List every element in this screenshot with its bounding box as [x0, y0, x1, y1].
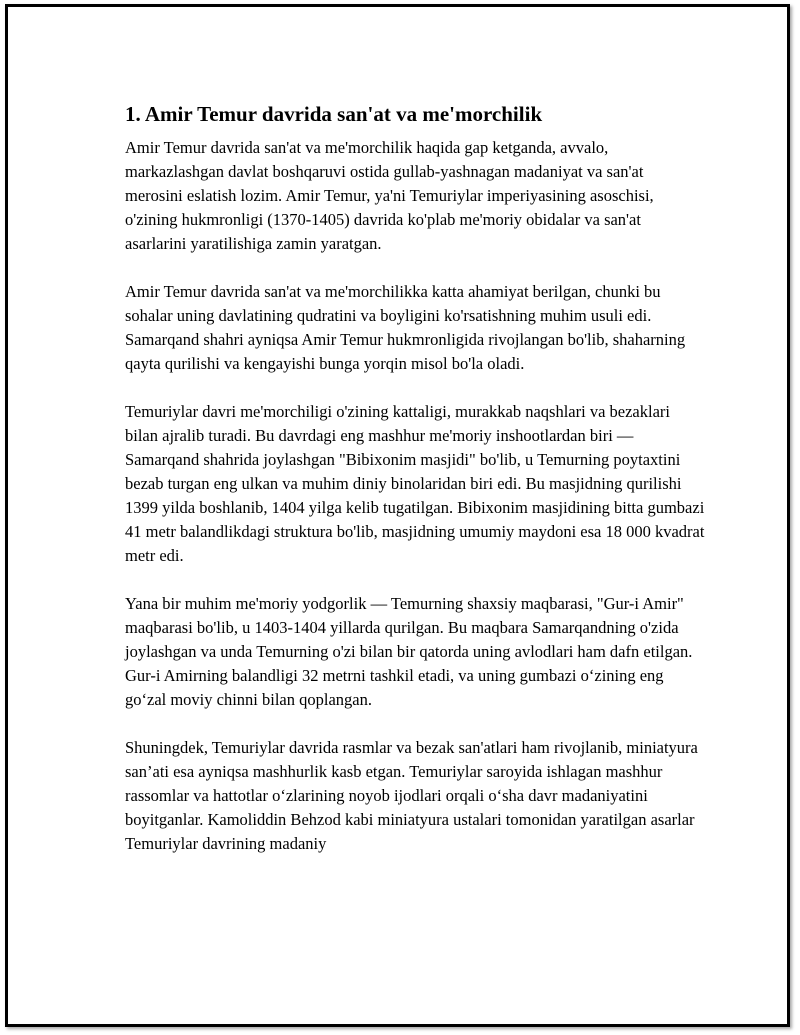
paragraph-4: Yana bir muhim me'moriy yodgorlik — Temurning shaxsiy maqbarasi, "Gur-i Amir" maqbarasi bo'lib, u 1403-1404 yillarda qurilgan. Bu maqbara Samarqandning o'zida joylashgan va unda Temurning o'zi bilan bir qatorda uning avlodlari ham dafn etilgan. Gur-i Amirning balandligi 32 metrni tashkil etadi, va uning gumbazi o‘zining eng go‘zal moviy chinni bilan qoplangan. [125, 594, 693, 709]
paragraph-5: Shuningdek, Temuriylar davrida rasmlar va bezak san'atlari ham rivojlanib, miniatyura san’ati esa ayniqsa mashhurlik kasb etgan. Temuriylar saroyida ishlagan mashhur rassomlar va hattotlar o‘zlarining noyob ijodlari orqali o‘sha davr madaniyatini boyitganlar. Kamoliddin Behzod kabi miniatyura ustalari tomonidan yaratilgan asarlar Temuriylar davrining madaniy [125, 738, 698, 853]
paragraph-3: Temuriylar davri me'morchiligi o'zining kattaligi, murakkab naqshlari va bezaklari bilan ajralib turadi. Bu davrdagi eng mashhur me'moriy inshootlardan biri — Samarqand shahrida joylashgan "Bibixonim masjidi" bo'lib, u Temurning poytaxtini bezab turgan eng ulkan va muhim diniy binolaridan biri edi. Bu masjidning qurilishi 1399 yilda boshlanib, 1404 yilga kelib tugatilgan. Bibixonim masjidining bitta gumbazi 41 metr balandlikdagi struktura bo'lib, masjidning umumiy maydoni esa 18 000 kvadrat metr edi. [125, 402, 705, 565]
section-heading: 1. Amir Temur davrida san'at va me'morchilik [125, 102, 543, 126]
paragraph-1: Amir Temur davrida san'at va me'morchilik haqida gap ketganda, avvalo, markazlashgan davlat boshqaruvi ostida gullab-yashnagan madaniyat va san'at merosini eslatish lozim. Amir Temur, ya'ni Temuriylar imperiyasining asoschisi, o'zining hukmronligi (1370-1405) davrida ko'plab me'moriy obidalar va san'at asarlarini yaratilishiga zamin yaratgan. [125, 138, 654, 253]
document-body [125, 101, 705, 880]
paragraph-2: Amir Temur davrida san'at va me'morchilikka katta ahamiyat berilgan, chunki bu sohalar uning davlatining qudratini va boyligini ko'rsatishning muhim usuli edi. Samarqand shahri ayniqsa Amir Temur hukmronligida rivojlangan bo'lib, shaharning qayta qurilishi va kengayishi bunga yorqin misol bo'la oladi. [125, 282, 686, 373]
document-page [5, 4, 790, 1027]
